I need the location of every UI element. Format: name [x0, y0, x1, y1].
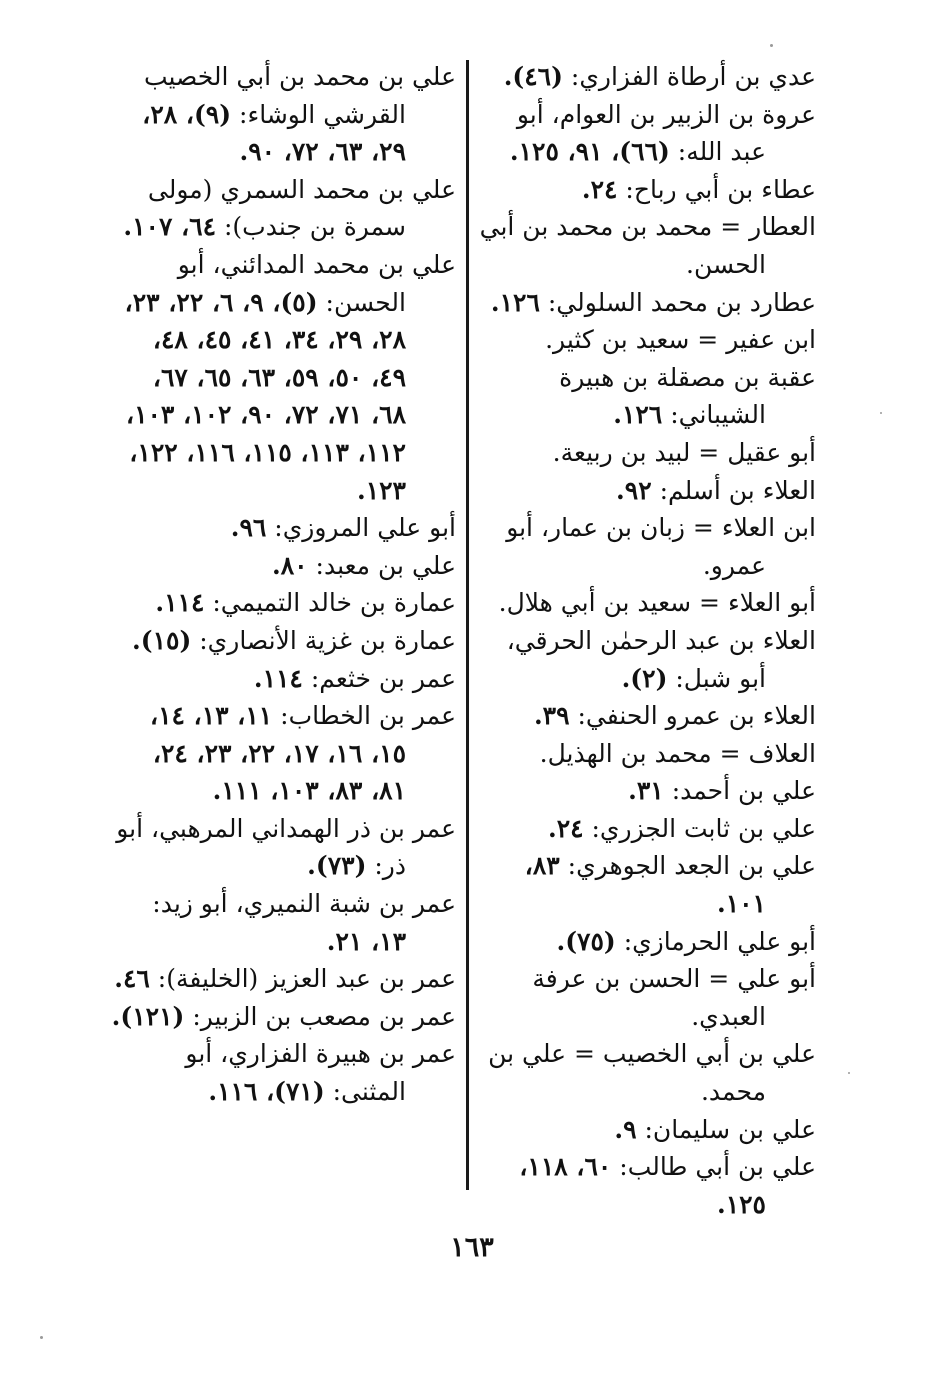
entry-name: علي بن محمد بن أبي الخصيب القرشي الوشاء: [143, 62, 456, 129]
index-entry [476, 847, 816, 922]
entry-name: أبو علي الحرمازي: [623, 926, 816, 956]
scan-speck [770, 44, 773, 47]
entry-name: عدي بن أرطاة الفزاري: [570, 62, 816, 91]
index-entry [476, 58, 816, 96]
entry-name: عمر بن مصعب بن الزبير: [192, 1001, 456, 1031]
entry-pages: ٢٤. [581, 174, 618, 204]
index-entry [476, 284, 816, 322]
entry-pages: (٧٣). [307, 851, 367, 881]
entry-pages: (١٢١). [111, 1001, 185, 1031]
entry-name: عمر بن شبة النميري، أبو زيد: [152, 889, 456, 919]
entry-name: علي بن سليمان: [644, 1114, 816, 1144]
entry-pages: ٣٩. [533, 701, 570, 731]
entry-name: أبو العلاء = سعيد بن أبي هلال. [498, 588, 816, 618]
index-entry [476, 208, 816, 283]
index-entry [111, 998, 456, 1036]
entry-pages: (٦٦)، ٩١، ١٢٥. [509, 137, 670, 167]
entry-pages: (٧١)، ١١٦. [208, 1077, 325, 1107]
entry-name: ابن عفير = سعيد بن كثير. [545, 325, 816, 355]
entry-pages: ٣١. [628, 776, 664, 806]
entry-pages: (٤٦). [503, 62, 563, 91]
entry-pages: ٤٦. [114, 964, 150, 994]
index-entry [111, 547, 456, 585]
index-column-right [476, 58, 816, 1223]
index-entry [111, 885, 456, 960]
index-entry [476, 359, 816, 434]
entry-name: أبو عقيل = لبيد بن ربيعة. [552, 437, 816, 467]
index-column-left [111, 58, 456, 1111]
entry-pages: ١١، ١٣، ١٤، ١٥، ١٦، ١٧، ٢٢، ٢٣، ٢٤، ٨١، ٨٣، ١٠٣، ١١١. [149, 701, 406, 806]
index-entry [476, 923, 816, 961]
entry-pages: (٩)، ٢٨، ٢٩، ٦٣، ٧٢، ٩٠. [142, 99, 406, 167]
entry-name: عمر بن ذر الهمداني المرهبي، أبو ذر: [116, 813, 456, 881]
entry-name: علي بن محمد المدائني، أبو الحسن: [177, 249, 456, 317]
entry-pages: ١٢٦. [490, 287, 540, 317]
entry-name: العطار = محمد بن محمد بن أبي الحسن. [479, 212, 816, 279]
index-entry [476, 509, 816, 584]
index-entry [111, 660, 456, 698]
entry-name: علي بن معبد: [315, 550, 456, 580]
index-entry [476, 735, 816, 773]
entry-name: العلاء بن عمرو الحنفي: [577, 701, 816, 731]
index-entry [476, 584, 816, 622]
entry-pages: ١٢٦. [613, 400, 663, 430]
page-number: ١٦٣ [450, 1232, 494, 1263]
entry-pages: (٧٥). [556, 926, 616, 956]
index-entry [476, 96, 816, 171]
index-entry [111, 509, 456, 547]
entry-pages: ٨٠. [272, 550, 308, 580]
entry-name: عطارد بن محمد السلولي: [547, 287, 816, 317]
entry-pages: ٨٣، ١٠١. [524, 851, 766, 919]
entry-pages: ٩٦. [230, 513, 267, 543]
index-entry [476, 472, 816, 510]
entry-pages: ٩. [614, 1114, 637, 1144]
index-entry [476, 1148, 816, 1223]
entry-name: عمر بن عبد العزيز (الخليفة): [157, 964, 456, 994]
index-entry [111, 1035, 456, 1110]
entry-name: علي بن أبي طالب: [619, 1152, 816, 1182]
entry-name: عروة بن الزبير بن العوام، أبو عبد الله: [516, 99, 816, 167]
entry-name: ابن العلاء = زبان بن عمار، أبو عمرو. [506, 513, 816, 580]
index-entry [476, 622, 816, 697]
index-entry [476, 321, 816, 359]
index-entry [476, 1111, 816, 1149]
entry-name: عمر بن الخطاب: [280, 701, 456, 731]
scan-speck [40, 1336, 43, 1339]
entry-pages: ١٣، ٢١. [326, 926, 406, 956]
entry-name: أبو علي = الحسن بن عرفة العبدي. [532, 964, 816, 1031]
entry-pages: ٩٢. [616, 475, 652, 505]
entry-name: علي بن أحمد: [671, 776, 816, 806]
index-entry [476, 434, 816, 472]
index-entry [111, 584, 456, 622]
index-entry [111, 622, 456, 660]
index-entry [111, 697, 456, 810]
entry-name: علي بن أبي الخصيب = علي بن محمد. [488, 1039, 816, 1107]
index-entry [476, 960, 816, 1035]
scan-speck [880, 412, 882, 414]
entry-name: العلاف = محمد بن الهذيل. [539, 738, 816, 768]
entry-name: عمارة بن خالد التميمي: [212, 588, 456, 618]
entry-pages: ٢٤. [547, 813, 584, 843]
index-entry [476, 1035, 816, 1110]
entry-name: عمر بن هبيرة الفزاري، أبو المثنى: [185, 1039, 456, 1107]
index-entry [111, 246, 456, 509]
entry-pages: (١٥). [132, 625, 192, 655]
entry-name: علي بن الجعد الجوهري: [567, 851, 816, 881]
column-divider [466, 60, 469, 1190]
entry-name: العلاء بن عبد الرحمٰن الحرقي، أبو شبل: [506, 625, 816, 693]
entry-name: علي بن ثابت الجزري: [591, 813, 816, 843]
entry-name: أبو علي المروزي: [274, 513, 456, 543]
entry-pages: ٦٠، ١١٨، ١٢٥. [519, 1152, 766, 1219]
entry-pages: ١١٤. [253, 663, 303, 693]
scan-speck [848, 1072, 850, 1074]
entry-pages: ٦٤، ١٠٧. [123, 212, 217, 242]
index-entry [476, 171, 816, 209]
index-entry [111, 810, 456, 885]
index-entry [111, 58, 456, 171]
index-entry [476, 772, 816, 810]
entry-name: عمارة بن غزية الأنصاري: [199, 625, 456, 655]
index-entry [476, 810, 816, 848]
entry-name: علي بن محمد السمري (مولى سمرة بن جندب): [147, 174, 456, 242]
entry-name: العلاء بن أسلم: [659, 475, 816, 505]
entry-name: عقبة بن مصقلة بن هبيرة الشيباني: [559, 362, 816, 430]
entry-pages: (٢). [621, 663, 668, 693]
index-entry [111, 960, 456, 998]
entry-pages: ١١٤. [155, 588, 205, 618]
index-entry [476, 697, 816, 735]
index-entry [111, 171, 456, 246]
entry-pages: (٥)، ٩، ٦، ٢٢، ٢٣، ٢٨، ٢٩، ٣٤، ٤١، ٤٥، ٤٨، ٤٩، ٥٠، ٥٩، ٦٣، ٦٥، ٦٧، ٦٨، ٧١، ٧٢، ٩٠، ١٠٢، ١٠٣، ١١٢، ١١٣، ١١٥، ١١٦، ١٢٢، ١٢٣. [124, 287, 406, 505]
entry-name: عمر بن خثعم: [310, 663, 456, 693]
entry-name: عطاء بن أبي رباح: [625, 174, 816, 204]
